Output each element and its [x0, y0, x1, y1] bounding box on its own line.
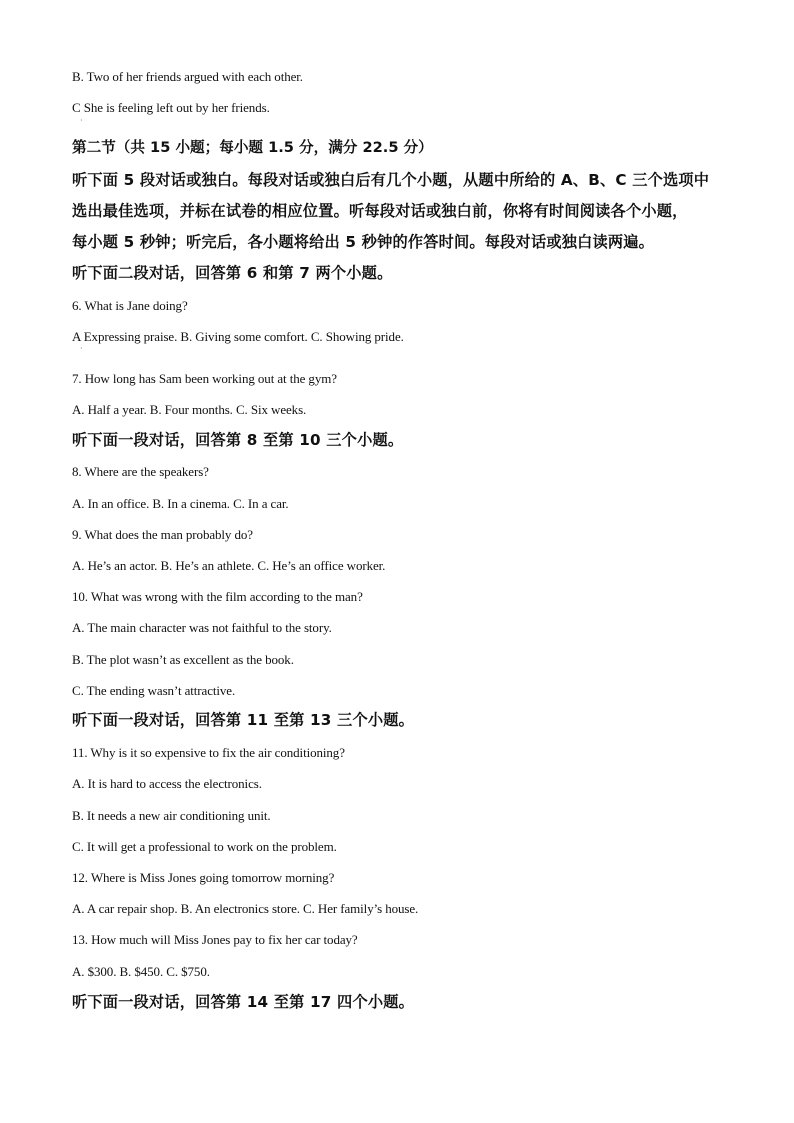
question-6: 6. What is Jane doing?: [72, 298, 188, 313]
dialogue-heading: 听下面一段对话，回答第 8 至第 10 三个小题。: [72, 431, 404, 449]
section-title: 第二节（共 15 小题；每小题 1.5 分，满分 22.5 分）: [72, 139, 433, 156]
question-7: 7. How long has Sam been working out at the gym?: [72, 371, 337, 386]
stray-dot: ·: [80, 116, 83, 125]
question-12-options: A. A car repair shop. B. An electronics store. C. Her family’s house.: [72, 901, 419, 916]
question-10-option-a: A. The main character was not faithful to the story.: [72, 620, 332, 635]
question-9-options: A. He’s an actor. B. He’s an athlete. C. He’s an office worker.: [72, 558, 386, 573]
stray-dot: ·: [80, 344, 83, 353]
question-11-option-b: B. It needs a new air conditioning unit.: [72, 808, 271, 823]
question-9: 9. What does the man probably do?: [72, 527, 253, 542]
question-13: 13. How much will Miss Jones pay to fix her car today?: [72, 932, 358, 947]
question-7-options: A. Half a year. B. Four months. C. Six weeks.: [72, 402, 307, 417]
instruction-line: 选出最佳选项，并标在试卷的相应位置。听每段对话或独白前，你将有时间阅读各个小题，: [72, 202, 688, 220]
question-8-options: A. In an office. B. In a cinema. C. In a car.: [72, 496, 289, 511]
question-11: 11. Why is it so expensive to fix the air conditioning?: [72, 745, 345, 760]
question-10-option-c: C. The ending wasn’t attractive.: [72, 683, 236, 698]
question-6-options: A Expressing praise. B. Giving some comfort. C. Showing pride.: [72, 329, 404, 344]
dialogue-heading: 听下面一段对话，回答第 14 至第 17 四个小题。: [72, 993, 414, 1011]
option-line: C She is feeling left out by her friends.: [72, 100, 270, 115]
dialogue-heading: 听下面二段对话，回答第 6 和第 7 两个小题。: [72, 264, 393, 282]
dialogue-heading: 听下面一段对话，回答第 11 至第 13 三个小题。: [72, 711, 414, 729]
question-10-option-b: B. The plot wasn’t as excellent as the book.: [72, 652, 294, 667]
question-10: 10. What was wrong with the film according to the man?: [72, 589, 363, 604]
instruction-line: 听下面 5 段对话或独白。每段对话或独白后有几个小题，从题中所给的 A、B、C 三个选项中: [72, 171, 710, 189]
question-11-option-c: C. It will get a professional to work on the problem.: [72, 839, 337, 854]
option-line: B. Two of her friends argued with each other.: [72, 69, 303, 84]
question-12: 12. Where is Miss Jones going tomorrow morning?: [72, 870, 335, 885]
instruction-line: 每小题 5 秒钟；听完后，各小题将给出 5 秒钟的作答时间。每段对话或独白读两遍。: [72, 233, 655, 251]
question-8: 8. Where are the speakers?: [72, 464, 209, 479]
question-13-options: A. $300. B. $450. C. $750.: [72, 964, 210, 979]
question-11-option-a: A. It is hard to access the electronics.: [72, 776, 262, 791]
